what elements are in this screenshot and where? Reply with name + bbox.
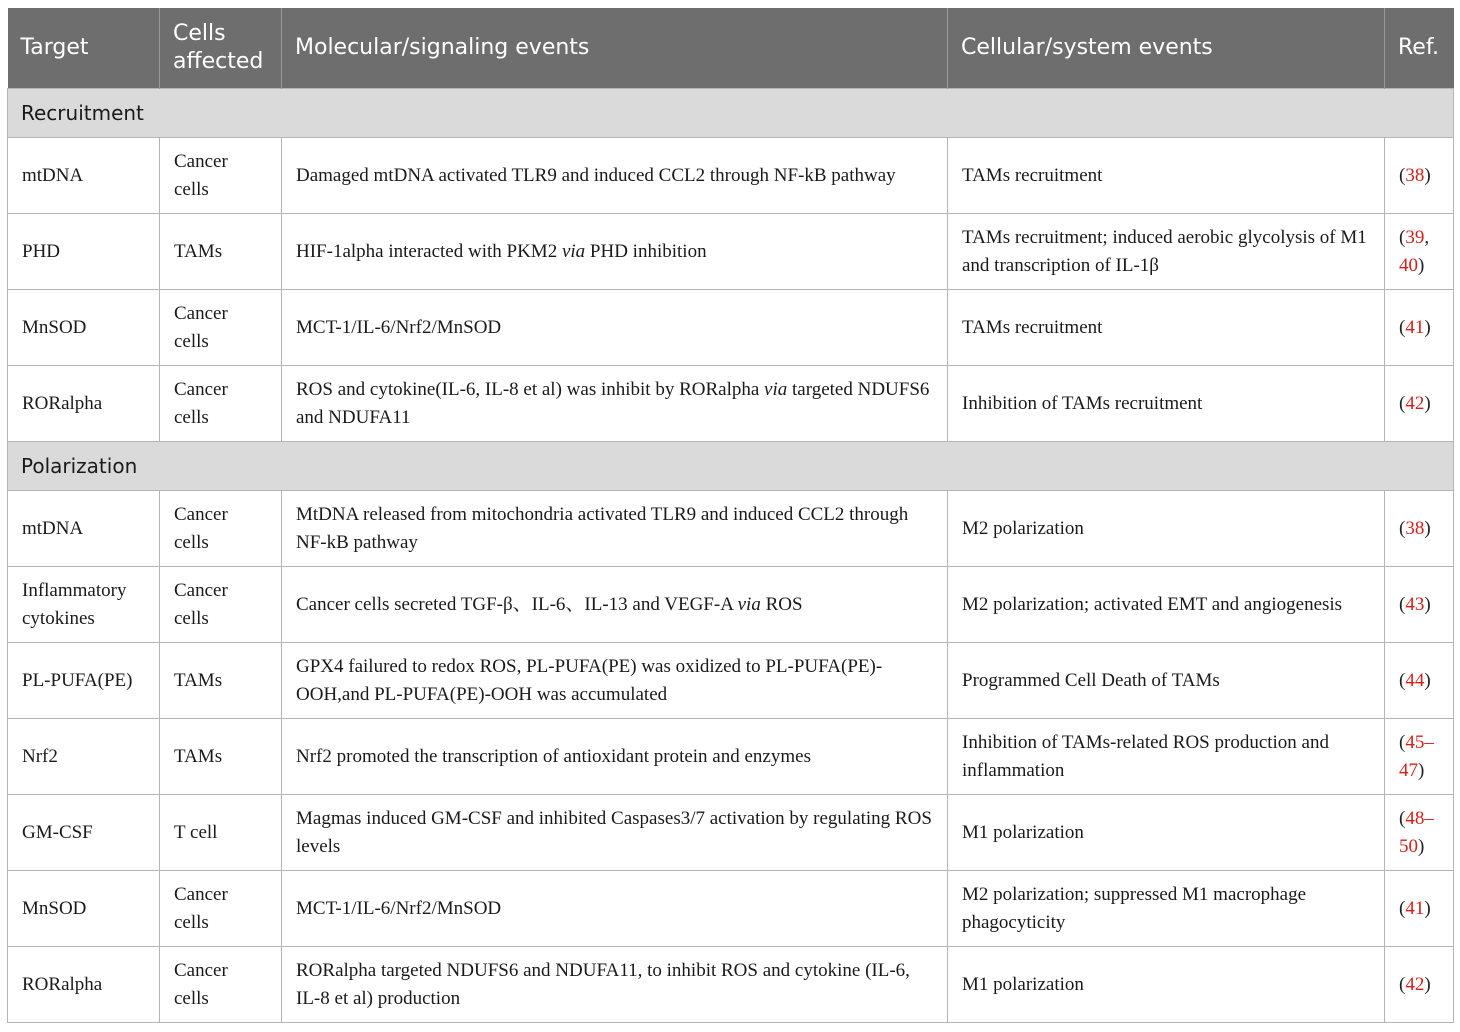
table-row [8, 719, 1454, 795]
cell-cells: Cancer cells [160, 491, 282, 567]
section-row-recruitment [8, 89, 1454, 138]
cell-cells: TAMs [160, 214, 282, 290]
ref-link[interactable]: 41 [1405, 897, 1425, 919]
ref-paren: ) [1424, 392, 1431, 414]
ref-paren: ( [1399, 731, 1406, 753]
cell-target: RORalpha [8, 947, 160, 1023]
cell-ref [1385, 366, 1454, 442]
section-row-polarization [8, 442, 1454, 491]
ref-link[interactable]: 41 [1405, 316, 1425, 338]
ref-paren: ( [1399, 392, 1406, 414]
ref-paren: ) [1418, 254, 1425, 276]
ref-link[interactable]: 38 [1405, 517, 1425, 539]
text-segment: PHD inhibition [585, 240, 707, 262]
cell-target: mtDNA [8, 491, 160, 567]
ref-link[interactable]: 42 [1405, 392, 1425, 414]
cell-molecular: Damaged mtDNA activated TLR9 and induced CCL2 through NF-kB pathway [282, 138, 948, 214]
cell-cellular: TAMs recruitment [948, 138, 1385, 214]
table-row [8, 491, 1454, 567]
cell-cellular: TAMs recruitment [948, 290, 1385, 366]
cell-cellular: M2 polarization; activated EMT and angiogenesis [948, 567, 1385, 643]
cell-ref [1385, 214, 1454, 290]
ref-paren: ) [1424, 973, 1431, 995]
ref-link[interactable]: 39 [1405, 226, 1425, 248]
header-ref: Ref. [1385, 8, 1454, 89]
text-segment: HIF-1alpha interacted with PKM2 [296, 240, 562, 262]
cell-molecular [282, 366, 948, 442]
ref-paren: ) [1424, 316, 1431, 338]
ref-paren: ( [1399, 517, 1406, 539]
table-row [8, 795, 1454, 871]
section-title: Recruitment [8, 89, 1454, 138]
cell-ref [1385, 643, 1454, 719]
section-title: Polarization [8, 442, 1454, 491]
table-row [8, 567, 1454, 643]
cell-ref [1385, 290, 1454, 366]
cell-ref [1385, 795, 1454, 871]
ref-paren: ) [1424, 897, 1431, 919]
cell-molecular: MtDNA released from mitochondria activated TLR9 and induced CCL2 through NF-kB pathway [282, 491, 948, 567]
cell-cells: Cancer cells [160, 567, 282, 643]
ref-paren: ) [1424, 517, 1431, 539]
header-molecular: Molecular/signaling events [282, 8, 948, 89]
table-row [8, 290, 1454, 366]
cell-cells: Cancer cells [160, 138, 282, 214]
table-row [8, 366, 1454, 442]
ref-paren: ( [1399, 897, 1406, 919]
italic-text: via [764, 378, 788, 400]
ref-paren: ) [1424, 593, 1431, 615]
cell-target: Nrf2 [8, 719, 160, 795]
cell-cells: T cell [160, 795, 282, 871]
cell-ref [1385, 138, 1454, 214]
ref-link[interactable]: 40 [1399, 254, 1418, 276]
cell-cellular: M1 polarization [948, 795, 1385, 871]
ref-paren: ) [1418, 835, 1425, 857]
table-row [8, 947, 1454, 1023]
cell-target: Inflammatory cytokines [8, 567, 160, 643]
header-target: Target [8, 8, 160, 89]
ref-paren: ( [1399, 316, 1406, 338]
ref-link[interactable]: 38 [1405, 164, 1425, 186]
italic-text: via [737, 593, 761, 615]
ref-paren: ) [1418, 759, 1425, 781]
cell-cells: TAMs [160, 719, 282, 795]
cell-target: GM-CSF [8, 795, 160, 871]
cell-molecular [282, 214, 948, 290]
ref-paren: ( [1399, 164, 1406, 186]
header-row [8, 8, 1454, 89]
ref-paren: ) [1424, 164, 1431, 186]
ref-link[interactable]: 48–50 [1399, 807, 1434, 857]
table-container [7, 8, 1453, 1023]
cell-molecular: MCT-1/IL-6/Nrf2/MnSOD [282, 871, 948, 947]
header-cellular: Cellular/system events [948, 8, 1385, 89]
data-table [7, 8, 1454, 1023]
cell-ref [1385, 491, 1454, 567]
cell-cells: Cancer cells [160, 290, 282, 366]
text-segment: targeted NDUFS6 and NDUFA11 [296, 378, 930, 428]
ref-paren: ( [1399, 669, 1406, 691]
cell-ref [1385, 719, 1454, 795]
ref-separator: , [1424, 226, 1430, 248]
ref-paren: ( [1399, 593, 1406, 615]
cell-cellular: Inhibition of TAMs-related ROS production and inflammation [948, 719, 1385, 795]
ref-paren: ( [1399, 807, 1406, 829]
cell-target: RORalpha [8, 366, 160, 442]
ref-link[interactable]: 45–47 [1399, 731, 1434, 781]
header-cells: Cells affected [160, 8, 282, 89]
ref-paren: ) [1424, 669, 1431, 691]
cell-molecular [282, 567, 948, 643]
cell-ref [1385, 567, 1454, 643]
cell-molecular: MCT-1/IL-6/Nrf2/MnSOD [282, 290, 948, 366]
cell-cells: Cancer cells [160, 871, 282, 947]
table-row [8, 138, 1454, 214]
cell-molecular: Nrf2 promoted the transcription of antioxidant protein and enzymes [282, 719, 948, 795]
cell-cellular: M1 polarization [948, 947, 1385, 1023]
ref-link[interactable]: 42 [1405, 973, 1425, 995]
cell-cells: Cancer cells [160, 366, 282, 442]
cell-target: MnSOD [8, 290, 160, 366]
cell-target: PHD [8, 214, 160, 290]
table-row [8, 214, 1454, 290]
ref-link[interactable]: 43 [1405, 593, 1425, 615]
cell-molecular: GPX4 failured to redox ROS, PL-PUFA(PE) was oxidized to PL-PUFA(PE)-OOH,and PL-PUFA(PE)-OOH was accumulated [282, 643, 948, 719]
cell-molecular: RORalpha targeted NDUFS6 and NDUFA11, to inhibit ROS and cytokine (IL-6, IL-8 et al) production [282, 947, 948, 1023]
cell-target: mtDNA [8, 138, 160, 214]
text-segment: ROS [760, 593, 803, 615]
cell-ref [1385, 947, 1454, 1023]
ref-paren: ( [1399, 226, 1406, 248]
cell-cells: TAMs [160, 643, 282, 719]
cell-target: MnSOD [8, 871, 160, 947]
ref-link[interactable]: 44 [1405, 669, 1425, 691]
cell-cells: Cancer cells [160, 947, 282, 1023]
italic-text: via [561, 240, 586, 262]
text-segment: Cancer cells secreted TGF-β、IL-6、IL-13 and VEGF-A [296, 593, 738, 615]
cell-cellular: Programmed Cell Death of TAMs [948, 643, 1385, 719]
table-row [8, 871, 1454, 947]
text-segment: ROS and cytokine(IL-6, IL-8 et al) was inhibit by RORalpha [296, 378, 765, 400]
cell-cellular: TAMs recruitment; induced aerobic glycolysis of M1 and transcription of IL-1β [948, 214, 1385, 290]
cell-ref [1385, 871, 1454, 947]
ref-paren: ( [1399, 973, 1406, 995]
table-row [8, 643, 1454, 719]
cell-cellular: M2 polarization; suppressed M1 macrophage phagocyticity [948, 871, 1385, 947]
cell-molecular: Magmas induced GM-CSF and inhibited Caspases3/7 activation by regulating ROS levels [282, 795, 948, 871]
cell-cellular: Inhibition of TAMs recruitment [948, 366, 1385, 442]
cell-target: PL-PUFA(PE) [8, 643, 160, 719]
cell-cellular: M2 polarization [948, 491, 1385, 567]
